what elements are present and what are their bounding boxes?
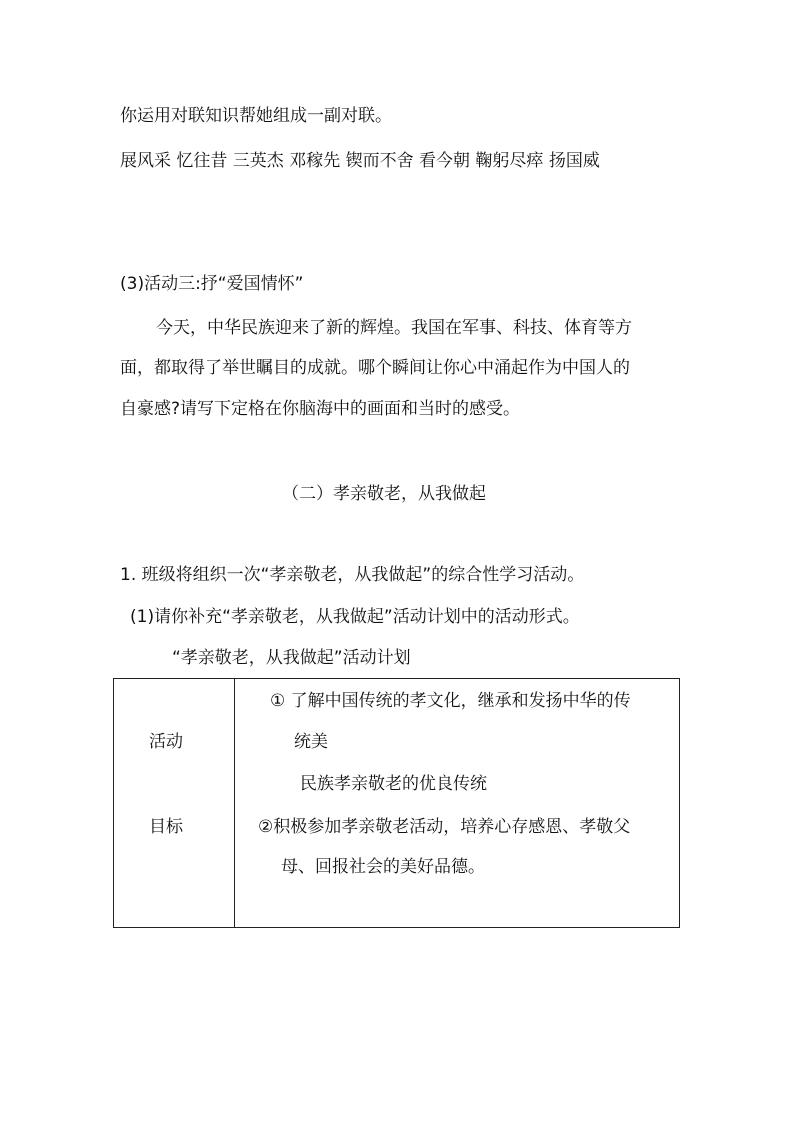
goal-line-5: 母、回报社会的美好品德。 <box>281 857 485 877</box>
goal-line-3: 民族孝亲敬老的优良传统 <box>300 774 487 794</box>
question-1: 1. 班级将组织一次“孝亲敬老，从我做起”的综合性学习活动。 <box>120 565 585 585</box>
table-label-activity: 活动 <box>149 732 183 752</box>
section-heading: （二）孝亲敬老，从我做起 <box>282 484 486 504</box>
activity3-paragraph-line-2: 面，都取得了举世瞩目的成就。哪个瞬间让你心中涌起作为中国人的 <box>120 358 630 378</box>
intro-line: 你运用对联知识帮她组成一副对联。 <box>120 106 392 126</box>
plan-title: “孝亲敬老，从我做起”活动计划 <box>172 648 411 668</box>
couplet-word-list: 展风采 忆往昔 三英杰 邓稼先 锲而不舍 看今朝 鞠躬尽瘁 扬国威 <box>120 151 600 171</box>
activity-plan-table <box>113 678 680 928</box>
table-label-goal: 目标 <box>149 817 183 837</box>
question-1-subquestion: (1)请你补充“孝亲敬老，从我做起”活动计划中的活动形式。 <box>130 607 580 627</box>
activity3-title: (3)活动三:抒“爱国情怀” <box>120 274 304 294</box>
activity3-paragraph-line-1: 今天，中华民族迎来了新的辉煌。我国在军事、科技、体育等方 <box>156 318 632 338</box>
goal-line-2: 统美 <box>294 732 328 752</box>
goal-line-4: ②积极参加孝亲敬老活动，培养心存感恩、孝敬父 <box>258 817 631 837</box>
activity3-paragraph-line-3: 自豪感?请写下定格在你脑海中的画面和当时的感受。 <box>120 399 521 419</box>
goal-line-1: ① 了解中国传统的孝文化，继承和发扬中华的传 <box>270 691 631 711</box>
table-column-divider <box>234 679 235 927</box>
